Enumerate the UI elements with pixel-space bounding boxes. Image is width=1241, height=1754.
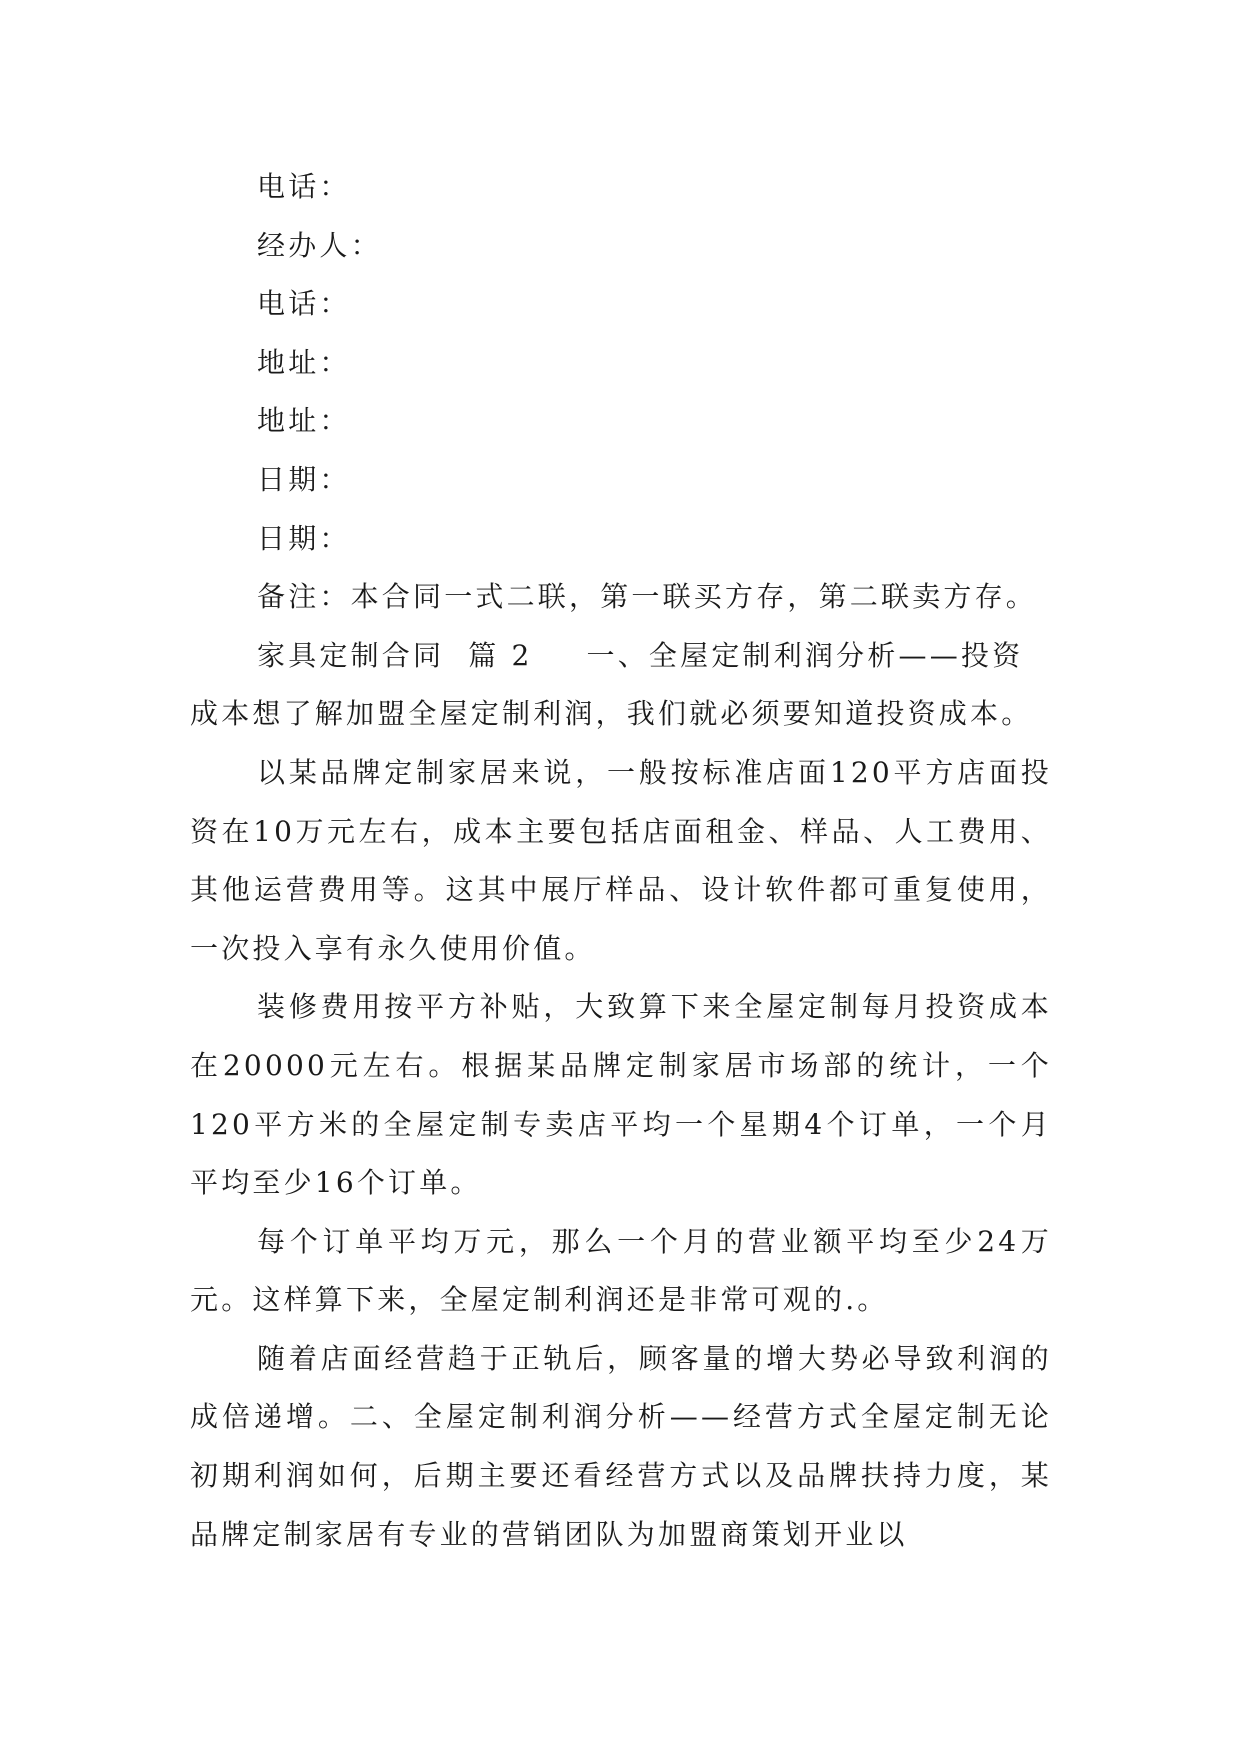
section-lead-continuation: 成本想了解加盟全屋定制利润，我们就必须要知道投资成本。 [190,697,1033,731]
paragraph-operation: 随着店面经营趋于正轨后，顾客量的增大势必导致利润的成倍递增。二、全屋定制利润分析——经营方式全屋定制无论初期利润如何，后期主要还看经营方式以及品牌扶持力度，某品牌定制家居有专业的营销团队为加盟商策划开业以 [190,1341,1052,1551]
section-title: 家具定制合同 [257,638,445,672]
section-part: 篇 2 [468,638,533,672]
address-field-label: 地址： [257,345,351,379]
phone-field-label: 电话： [257,170,351,203]
section-lead: 一、全屋定制利润分析——投资 [586,638,1024,672]
document-body [190,158,1052,1564]
handler-field-label: 经办人： [257,228,382,262]
phone-field-label: 电话： [257,287,351,321]
address-field-label: 地址： [257,404,351,438]
contract-note: 备注：本合同一式二联，第一联买方存，第二联卖方存。 [257,580,1038,614]
section-heading-line [190,627,1052,686]
paragraph-monthly-cost: 装修费用按平方补贴，大致算下来全屋定制每月投资成本在20000元左右。根据某品牌定制家居市场部的统计，一个120平方米的全屋定制专卖店平均一个星期4个订单，一个月平均至少16个订单。 [190,990,1052,1200]
paragraph-revenue: 每个订单平均万元，那么一个月的营业额平均至少24万元。这样算下来，全屋定制利润还是非常可观的.。 [190,1224,1052,1317]
paragraph-investment: 以某品牌定制家居来说，一般按标准店面120平方店面投资在10万元左右，成本主要包括店面租金、样品、人工费用、其他运营费用等。这其中展厅样品、设计软件都可重复使用，一次投入享有永久使用价值。 [190,755,1052,965]
date-field-label: 日期： [257,462,351,496]
date-field-label: 日期： [257,521,351,555]
